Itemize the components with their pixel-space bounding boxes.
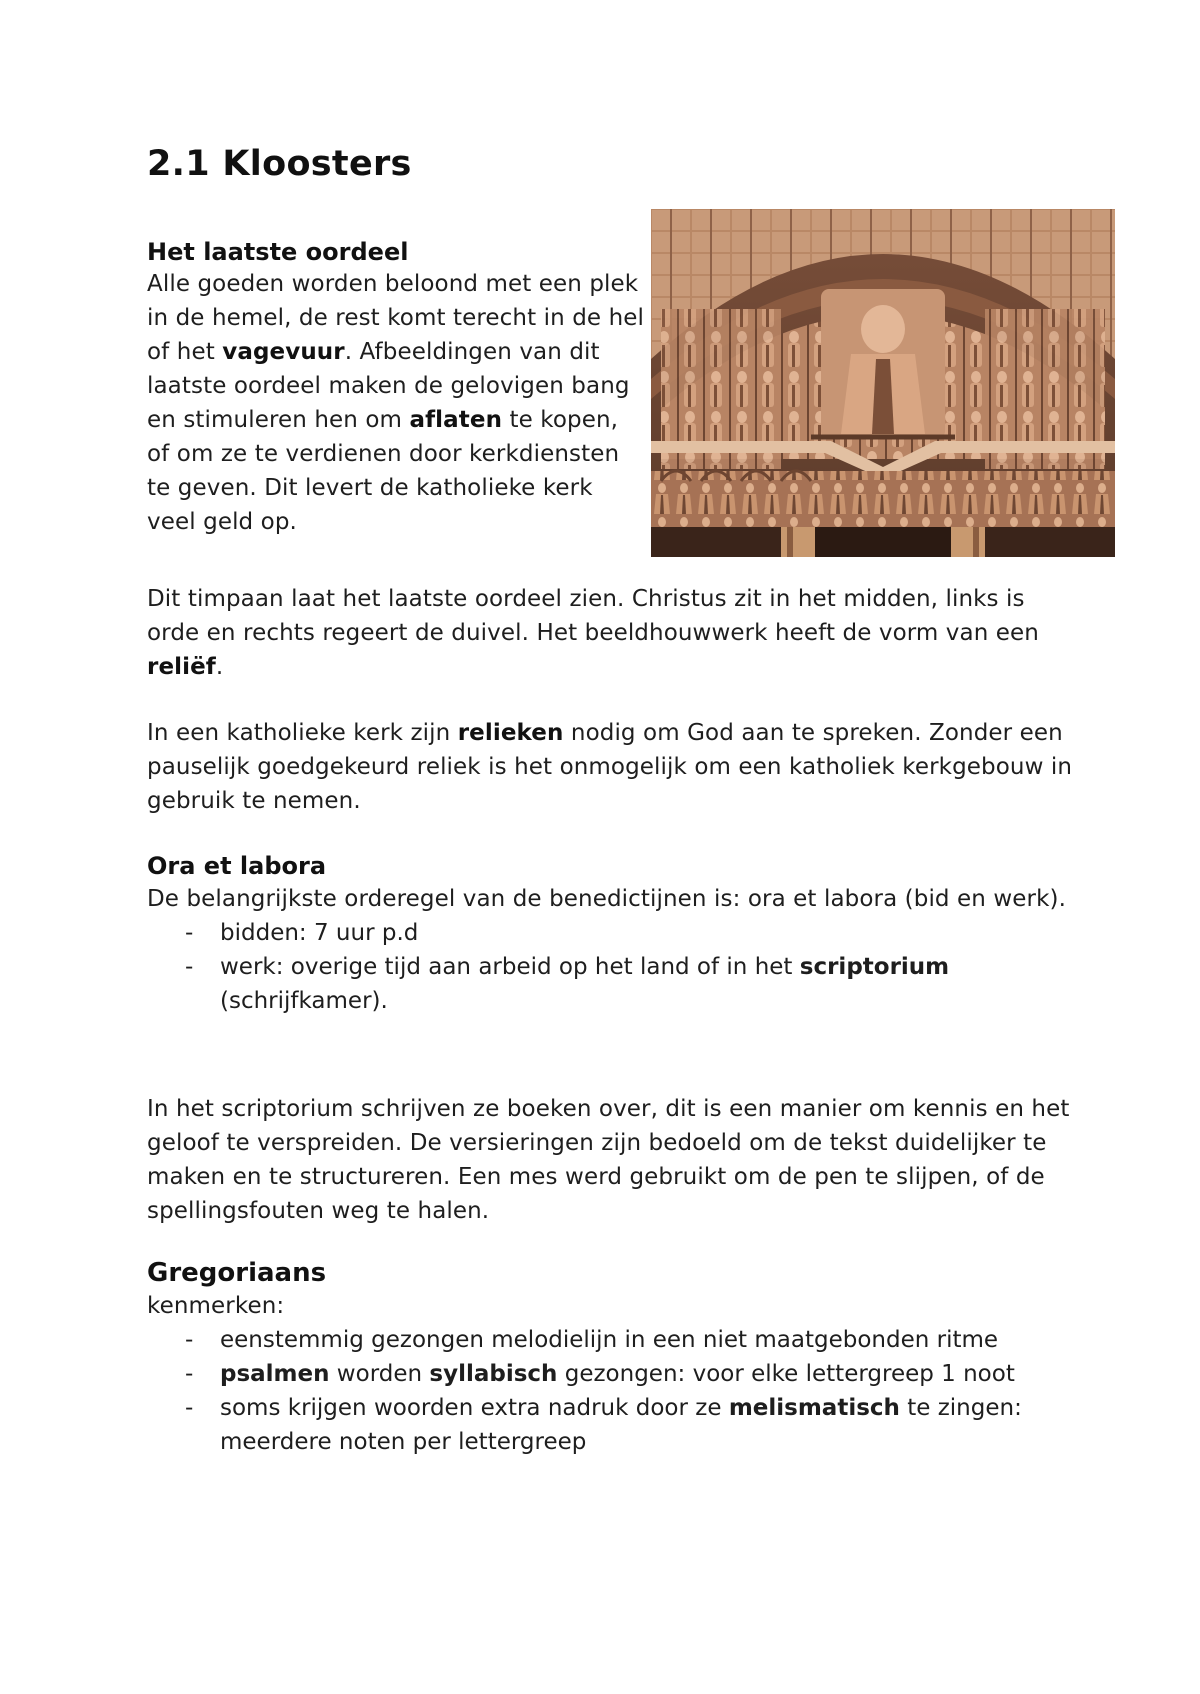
text-run: te kopen, of om ze te verdienen door kerkdiensten te geven. Dit levert de katholieke kerk veel geld op. — [147, 407, 620, 535]
text-run: worden — [329, 1361, 430, 1387]
bold-term: vagevuur — [222, 339, 345, 365]
paragraph-scriptorium — [147, 1092, 1077, 1228]
list-dash-marker: - — [185, 1395, 194, 1421]
bold-term: syllabisch — [429, 1361, 558, 1387]
list-item — [147, 1357, 1077, 1391]
section-ora-et-labora — [147, 852, 1077, 1018]
tympanum-relief-svg — [651, 209, 1115, 557]
list-dash-marker: - — [185, 1361, 194, 1387]
text-run: (schrijfkamer). — [220, 988, 388, 1014]
page-title: 2.1 Kloosters — [147, 144, 412, 184]
paragraph-ora-et-labora-intro — [147, 882, 1077, 916]
text-run: De belangrijkste orderegel van de benedictijnen is: ora et labora (bid en werk). — [147, 886, 1067, 912]
bold-term: melismatisch — [728, 1395, 900, 1421]
text-run: Dit timpaan laat het laatste oordeel zien. Christus zit in het midden, links is orde en rechts regeert de duivel. Het beeldhouwwerk heeft de vorm van een — [147, 586, 1039, 646]
paragraph-scriptorium-text — [147, 1092, 1077, 1228]
paragraph-relics-text — [147, 716, 1077, 818]
text-run: te zingen: meerdere noten per lettergreep — [220, 1395, 1022, 1455]
bold-term: relieken — [457, 720, 564, 746]
text-run: kenmerken: — [147, 1293, 285, 1319]
section-gregoriaans — [147, 1258, 1077, 1459]
section-heading-ora-et-labora: Ora et labora — [147, 852, 327, 880]
list-dash-marker: - — [185, 920, 194, 946]
list-item — [147, 1323, 1077, 1357]
section-last-judgment-intro — [147, 238, 647, 539]
paragraph-tympanum-text — [147, 582, 1077, 684]
paragraph-tympanum — [147, 582, 1077, 684]
bold-term: scriptorium — [799, 954, 950, 980]
text-run: soms krijgen woorden extra nadruk door ze — [220, 1395, 729, 1421]
text-run: . — [215, 654, 224, 680]
tympanum-relief-image — [651, 209, 1115, 557]
list-item — [147, 1391, 1077, 1459]
list-item — [147, 916, 1077, 950]
gregoriaans-list — [147, 1323, 1077, 1459]
bold-term: reliëf — [147, 654, 216, 680]
section-heading-gregoriaans: Gregoriaans — [147, 1258, 327, 1288]
paragraph-last-judgment — [147, 267, 647, 539]
paragraph-gregoriaans-intro — [147, 1289, 1077, 1323]
text-run: gezongen: voor elke lettergreep 1 noot — [557, 1361, 1015, 1387]
text-run: Alle goeden worden beloond met een plek in de hemel, de rest komt terecht in de hel of het — [147, 271, 644, 365]
list-dash-marker: - — [185, 1327, 194, 1353]
bold-term: aflaten — [409, 407, 503, 433]
text-run: werk: overige tijd aan arbeid op het land of in het — [220, 954, 800, 980]
bold-term: psalmen — [220, 1361, 330, 1387]
paragraph-relics — [147, 716, 1077, 818]
text-run: . Afbeeldingen van dit laatste oordeel maken de gelovigen bang en stimuleren hen om — [147, 339, 630, 433]
text-run: nodig om God aan te spreken. Zonder een pauselijk goedgekeurd reliek is het onmogelijk om een katholiek kerkgebouw in gebruik te nemen. — [147, 720, 1073, 814]
text-run: bidden: 7 uur p.d — [220, 920, 419, 946]
text-run: eenstemmig gezongen melodielijn in een niet maatgebonden ritme — [220, 1327, 999, 1353]
text-run: In een katholieke kerk zijn — [147, 720, 458, 746]
text-run: In het scriptorium schrijven ze boeken over, dit is een manier om kennis en het geloof te verspreiden. De versieringen zijn bedoeld om de tekst duidelijker te maken en te structureren. Een mes werd gebruikt om de pen te slijpen, of de spellingsfouten weg te halen. — [147, 1096, 1070, 1224]
ora-et-labora-list — [147, 916, 1077, 1018]
list-dash-marker: - — [185, 954, 194, 980]
section-heading-last-judgment: Het laatste oordeel — [147, 238, 409, 266]
list-item — [147, 950, 1077, 1018]
